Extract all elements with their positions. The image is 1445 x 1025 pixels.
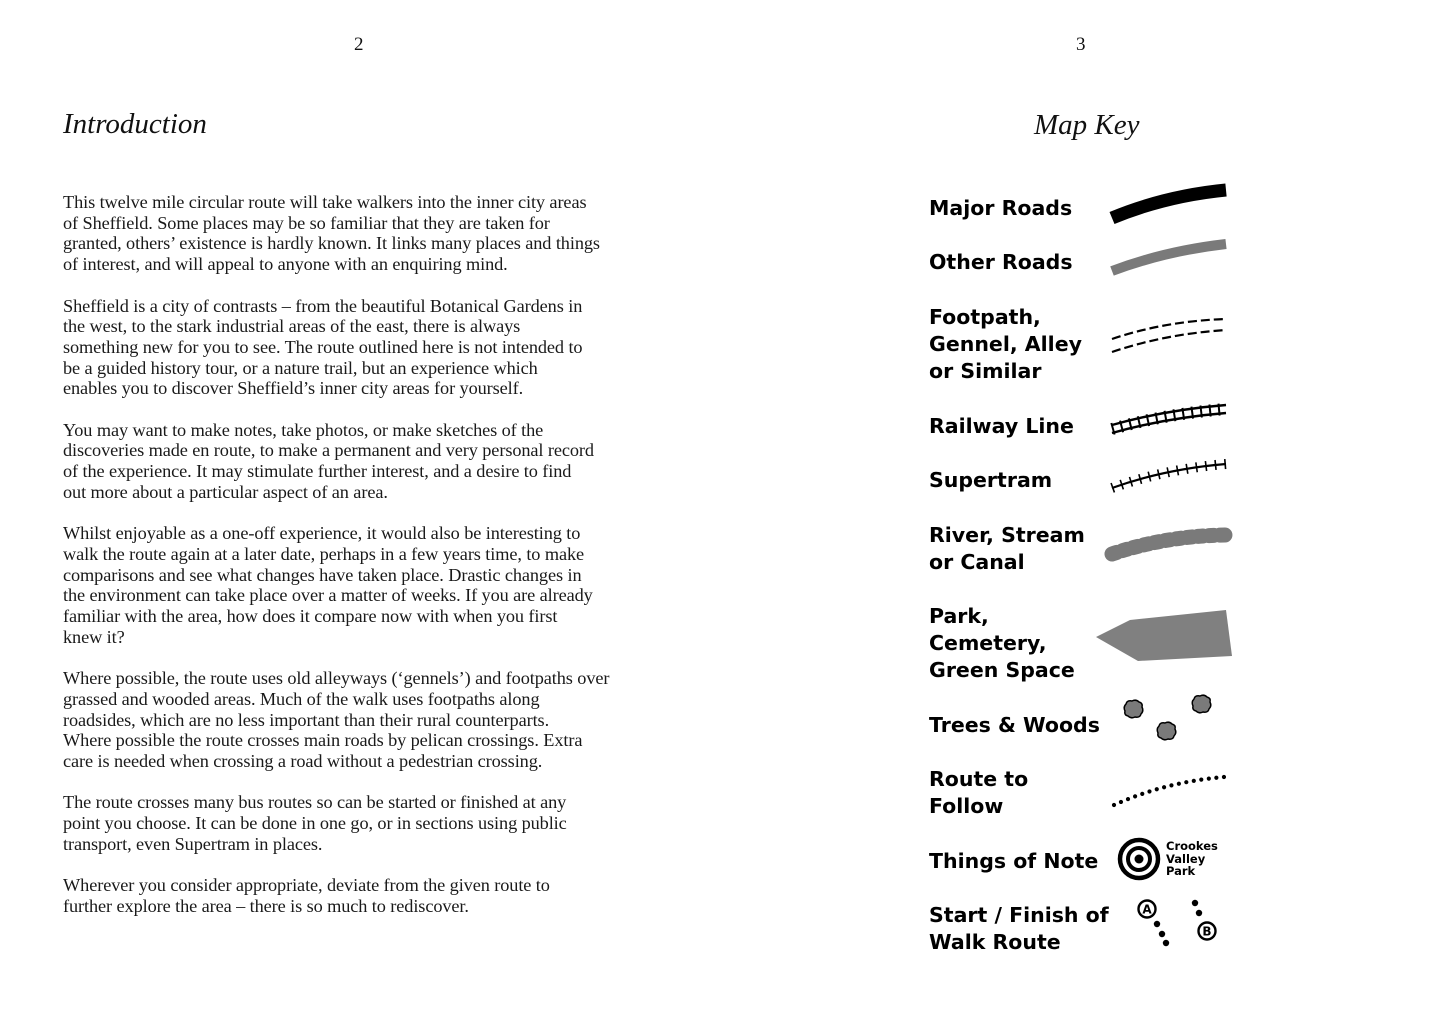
key-label-things-of-note: Things of Note <box>929 849 1099 873</box>
left-page <box>0 0 722 1025</box>
river-line <box>1110 522 1230 568</box>
page-title: Introduction <box>63 108 207 140</box>
key-label-trees: Trees & Woods <box>929 713 1100 737</box>
key-label-river: River, Stream or Canal <box>929 523 1085 574</box>
key-label-major-roads: Major Roads <box>929 196 1073 220</box>
intro-body <box>63 192 663 937</box>
paragraph: Sheffield is a city of contrasts – from the beautiful Botanical Gardens in the west, to the stark industrial areas of the east, there is always something new for you to see. The route outlined here is not intended to be a guided history tour, or a nature trail, but an experience which enables you to discover Sheffield’s inner city areas for yourself. <box>63 295 583 399</box>
map-key-title: Map Key <box>1034 109 1140 141</box>
paragraph: Wherever you consider appropriate, deviate from the given route to further explore the area – there is so much to rediscover. <box>63 875 550 916</box>
paragraph: This twelve mile circular route will take walkers into the inner city areas of Sheffield. Some places may be so familiar that they are taken for granted, others’ existence is hardly known. It links many places and things of interest, and will appeal to anyone with an enquiring mind. <box>63 192 600 275</box>
right-page <box>722 0 1445 1025</box>
paragraph: Whilst enjoyable as a one-off experience, it would also be interesting to walk the route again at a later date, perhaps in a few years time, to make comparisons and see what changes have taken place. Drastic changes in the environment can take place over a matter of weeks. If you are already familiar with the area, how does it compare now with when you first knew it? <box>63 523 593 647</box>
page-number: 2 <box>354 34 364 55</box>
key-label-route: Route to Follow <box>929 767 1029 818</box>
paragraph: The route crosses many bus routes so can be started or finished at any point you choose. It can be done in one go, or in sections using public transport, even Supertram in places. <box>63 792 567 854</box>
start-marker-letter: A <box>1142 902 1152 917</box>
route-dotted-line <box>1110 768 1230 814</box>
key-label-other-roads: Other Roads <box>929 250 1073 274</box>
key-label-supertram: Supertram <box>929 468 1053 492</box>
key-label-start-finish: Start / Finish of Walk Route <box>929 903 1109 954</box>
page-number: 3 <box>1076 34 1086 55</box>
railway-track-line <box>1110 398 1230 444</box>
footpath-dashed-line <box>1110 315 1230 361</box>
start-finish-icon <box>1132 895 1232 951</box>
paragraph: You may want to make notes, take photos, or make sketches of the discoveries made en route, to make a permanent and very personal record of the experience. It may stimulate further interest, and a desire to find out more about a particular aspect of an area. <box>63 419 594 502</box>
key-label-footpath: Footpath, Gennel, Alley or Similar <box>929 305 1082 383</box>
other-road-line <box>1110 235 1230 281</box>
supertram-track-line <box>1110 455 1230 501</box>
finish-marker-letter: B <box>1202 924 1212 939</box>
note-example-label: Crookes Valley Park <box>1166 839 1218 878</box>
major-road-line <box>1110 182 1230 228</box>
paragraph: Where possible, the route uses old alleyways (‘gennels’) and footpaths over grassed and wooded areas. Much of the walk uses footpaths along roadsides, which are no less important than their rural counterparts. Where possible the route crosses main roads by pelican crossings. Extra care is needed when crossing a road without a pedestrian crossing. <box>63 668 610 771</box>
trees-icon <box>1115 690 1225 752</box>
key-label-green-space: Park, Cemetery, Green Space <box>929 604 1075 682</box>
green-space-shape <box>1092 604 1237 668</box>
key-label-railway: Railway Line <box>929 414 1074 438</box>
target-icon <box>1116 836 1164 884</box>
